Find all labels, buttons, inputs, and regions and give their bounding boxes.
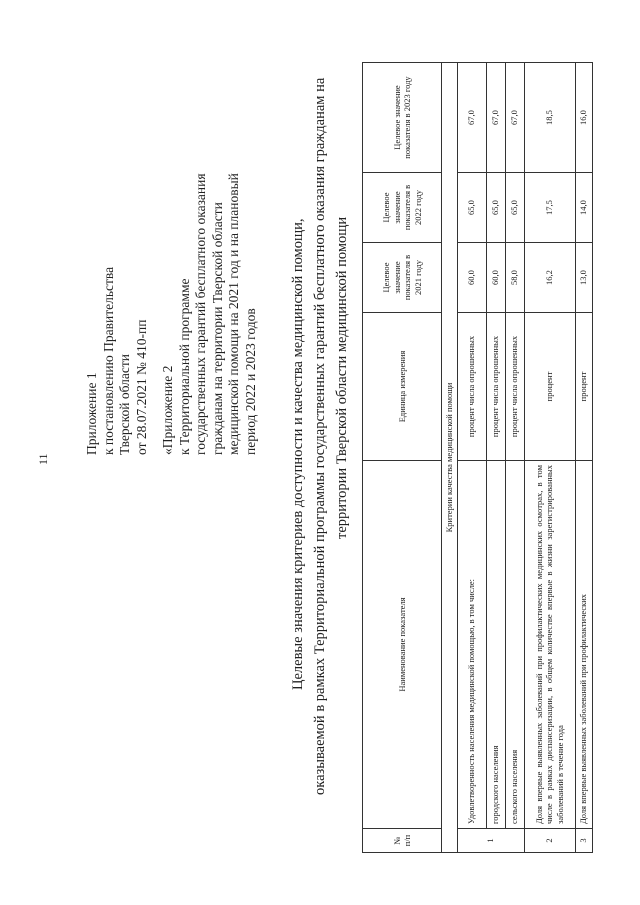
cell-num: 1 xyxy=(457,829,524,853)
cell-unit: процент xyxy=(575,313,592,461)
cell-num: 3 xyxy=(575,829,592,853)
cell-2022: 65,0 xyxy=(505,173,524,243)
document-title-line-1: Целевые значения критериев доступности и качества медицинской помощи, xyxy=(290,218,306,690)
annex-1-line: Тверской области xyxy=(117,354,132,455)
cell-2023: 67,0 xyxy=(486,63,505,173)
annex-2-line: «Приложение 2 xyxy=(160,365,175,455)
cell-2021: 16,2 xyxy=(524,243,575,313)
header-2023: Целевое значение показателя в 2023 году xyxy=(363,63,442,173)
cell-2023: 67,0 xyxy=(505,63,524,173)
cell-2021: 58,0 xyxy=(505,243,524,313)
section-row xyxy=(442,63,458,853)
annex-1-block xyxy=(84,95,150,455)
cell-unit: процент xyxy=(524,313,575,461)
cell-name: сельского населения xyxy=(505,461,524,829)
table-row xyxy=(457,63,486,853)
cell-2021: 60,0 xyxy=(457,243,486,313)
document-title-line-3: территории Тверской области медицинской помощи xyxy=(334,216,350,539)
cell-name: городского населения xyxy=(486,461,505,829)
header-name: Наименование показателя xyxy=(363,461,442,829)
cell-2023: 16,0 xyxy=(575,63,592,173)
annex-2-block xyxy=(160,75,259,455)
header-2021: Целевое значение показателя в 2021 году xyxy=(363,243,442,313)
cell-num: 2 xyxy=(524,829,575,853)
cell-name: Удовлетворенность населения медицинской помощью, в том числе: xyxy=(457,461,486,829)
annex-2-line: государственных гарантий бесплатного оказания xyxy=(193,173,208,455)
annex-1-line: Приложение 1 xyxy=(84,372,99,455)
cell-unit: процент числа опрошенных xyxy=(457,313,486,461)
cell-name: Доля впервые выявленных заболеваний при профилактических медицинских осмотрах, в том числе в рамках диспансеризации, в общем количестве впервые в жизни зарегистрированных заболеваний в течение года xyxy=(524,461,575,829)
page-number: 11 xyxy=(36,453,50,465)
criteria-table xyxy=(362,62,593,853)
table-row xyxy=(505,63,524,853)
header-unit: Единица измерения xyxy=(363,313,442,461)
cell-unit: процент числа опрошенных xyxy=(505,313,524,461)
annex-2-line: медицинской помощи на 2021 год и на плановый xyxy=(226,173,241,455)
cell-2023: 18,5 xyxy=(524,63,575,173)
annex-2-line: период 2022 и 2023 годов xyxy=(242,308,258,455)
cell-2022: 65,0 xyxy=(457,173,486,243)
cell-2022: 14,0 xyxy=(575,173,592,243)
annex-1-line: к постановлению Правительства xyxy=(100,266,116,455)
cell-name: Доля впервые выявленных заболеваний при профилактических xyxy=(575,461,592,829)
cell-2022: 65,0 xyxy=(486,173,505,243)
header-num: № п/п xyxy=(363,829,442,853)
cell-2022: 17,5 xyxy=(524,173,575,243)
table-row xyxy=(486,63,505,853)
table-row xyxy=(524,63,575,853)
table-row xyxy=(575,63,592,853)
cell-2023: 67,0 xyxy=(457,63,486,173)
section-label: Критерии качества медицинской помощи xyxy=(442,63,458,853)
annex-2-line: гражданам на территории Тверской области xyxy=(209,202,225,455)
document-title-line-2: оказываемой в рамках Территориальной программы государственных гарантий бесплатного оказания гражданам на xyxy=(312,77,328,795)
header-2022: Целевое значение показателя в 2022 году xyxy=(363,173,442,243)
cell-2021: 13,0 xyxy=(575,243,592,313)
annex-1-line: от 28.07.2021 № 410-пп xyxy=(133,319,149,455)
table-header-row xyxy=(363,63,442,853)
cell-2021: 60,0 xyxy=(486,243,505,313)
annex-2-line: к Территориальной программе xyxy=(176,278,192,455)
cell-unit: процент числа опрошенных xyxy=(486,313,505,461)
